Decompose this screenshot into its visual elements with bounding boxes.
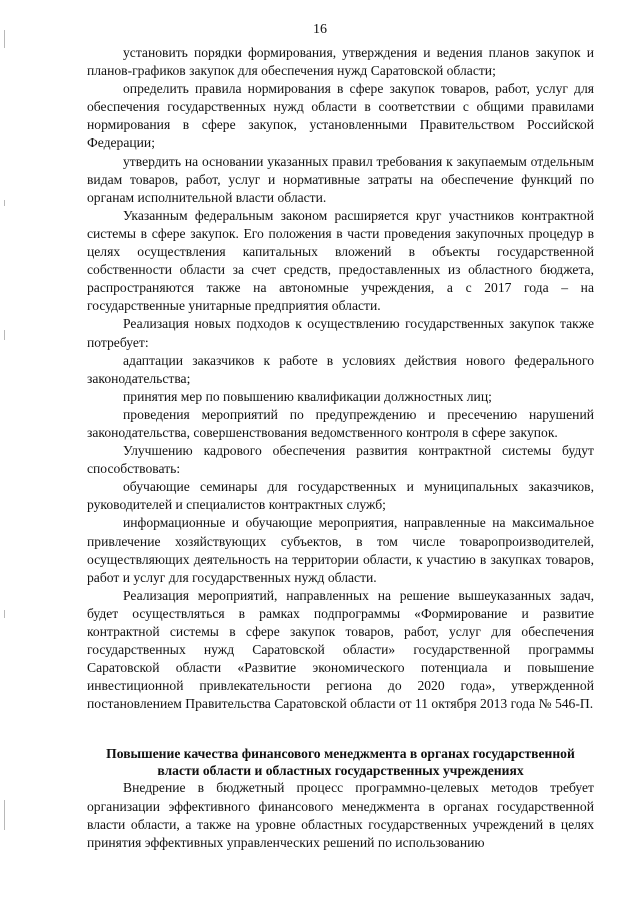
paragraph: Реализация новых подходов к осуществлению государственных закупок также потребует:	[87, 316, 594, 350]
scan-margin-mark	[4, 200, 5, 206]
scan-margin-mark	[4, 800, 5, 830]
scan-margin-mark	[4, 330, 5, 340]
paragraph: обучающие семинары для государственных и муниципальных заказчиков, руководителей и специалистов контрактных служб;	[87, 479, 594, 513]
paragraph: утвердить на основании указанных правил требования к закупаемым отдельным видам товаров, работ, услуг и нормативные затраты на обеспечение функций по органам исполнительной власти области.	[87, 153, 594, 205]
paragraph: Внедрение в бюджетный процесс программно-целевых методов требует организации эффективного финансового менеджмента в органах государственной власти области, а также на уровне областных государственных учреждений в целях принятия эффективных управленческих решений по использованию	[87, 780, 594, 850]
paragraph: Реализация мероприятий, направленных на решение вышеуказанных задач, будет осуществляться в рамках подпрограммы «Формирование и развитие контрактной системы в сфере закупок товаров, работ, услуг для обеспечения государственных нужд Саратовской области» государственной программы Саратовской области «Развитие экономического потенциала и повышение инвестиционной привлекательности региона до 2020 года», утвержденной постановлением Правительства Саратовской области от 11 октября 2013 года № 546-П.	[87, 587, 594, 712]
paragraph: информационные и обучающие мероприятия, направленные на максимальное привлечение хозяйствующих субъектов, в том числе товаропроизводителей, осуществляющих деятельность на территории области, к участию в закупках товаров, работ и услуг для государственных нужд области.	[87, 515, 594, 585]
scan-margin-mark	[4, 610, 5, 618]
paragraph: Указанным федеральным законом расширяется круг участников контрактной системы в сфере закупок. Его положения в части проведения закупочных процедур в целях осуществления капитальных вложений в объекты государственной собственности области за счет средств, предоставленных из областного бюджета, распространяются также на автономные учреждения, а с 2017 года – на государственные унитарные предприятия области.	[87, 207, 594, 314]
paragraph: определить правила нормирования в сфере закупок товаров, работ, услуг для обеспечения государственных нужд области в соответствии с общими правилами нормирования в сфере закупок, установленными Правительством Российской Федерации;	[87, 81, 594, 151]
paragraph: проведения мероприятий по предупреждению и пресечению нарушений законодательства, совершенствования ведомственного контроля в сфере закупок.	[87, 406, 594, 440]
page-number: 16	[313, 22, 327, 37]
document-body	[87, 44, 594, 852]
paragraph: принятия мер по повышению квалификации должностных лиц;	[123, 388, 492, 404]
paragraph: Улучшению кадрового обеспечения развития контрактной системы будут способствовать:	[87, 443, 594, 477]
paragraph: адаптации заказчиков к работе в условиях действия нового федерального законодательства;	[87, 352, 594, 386]
paragraph: установить порядки формирования, утверждения и ведения планов закупок и планов-графиков закупок для обеспечения нужд Саратовской области;	[87, 45, 594, 79]
section-heading: Повышение качества финансового менеджмента в органах государственной власти области и областных государственных учреждениях	[106, 746, 575, 779]
